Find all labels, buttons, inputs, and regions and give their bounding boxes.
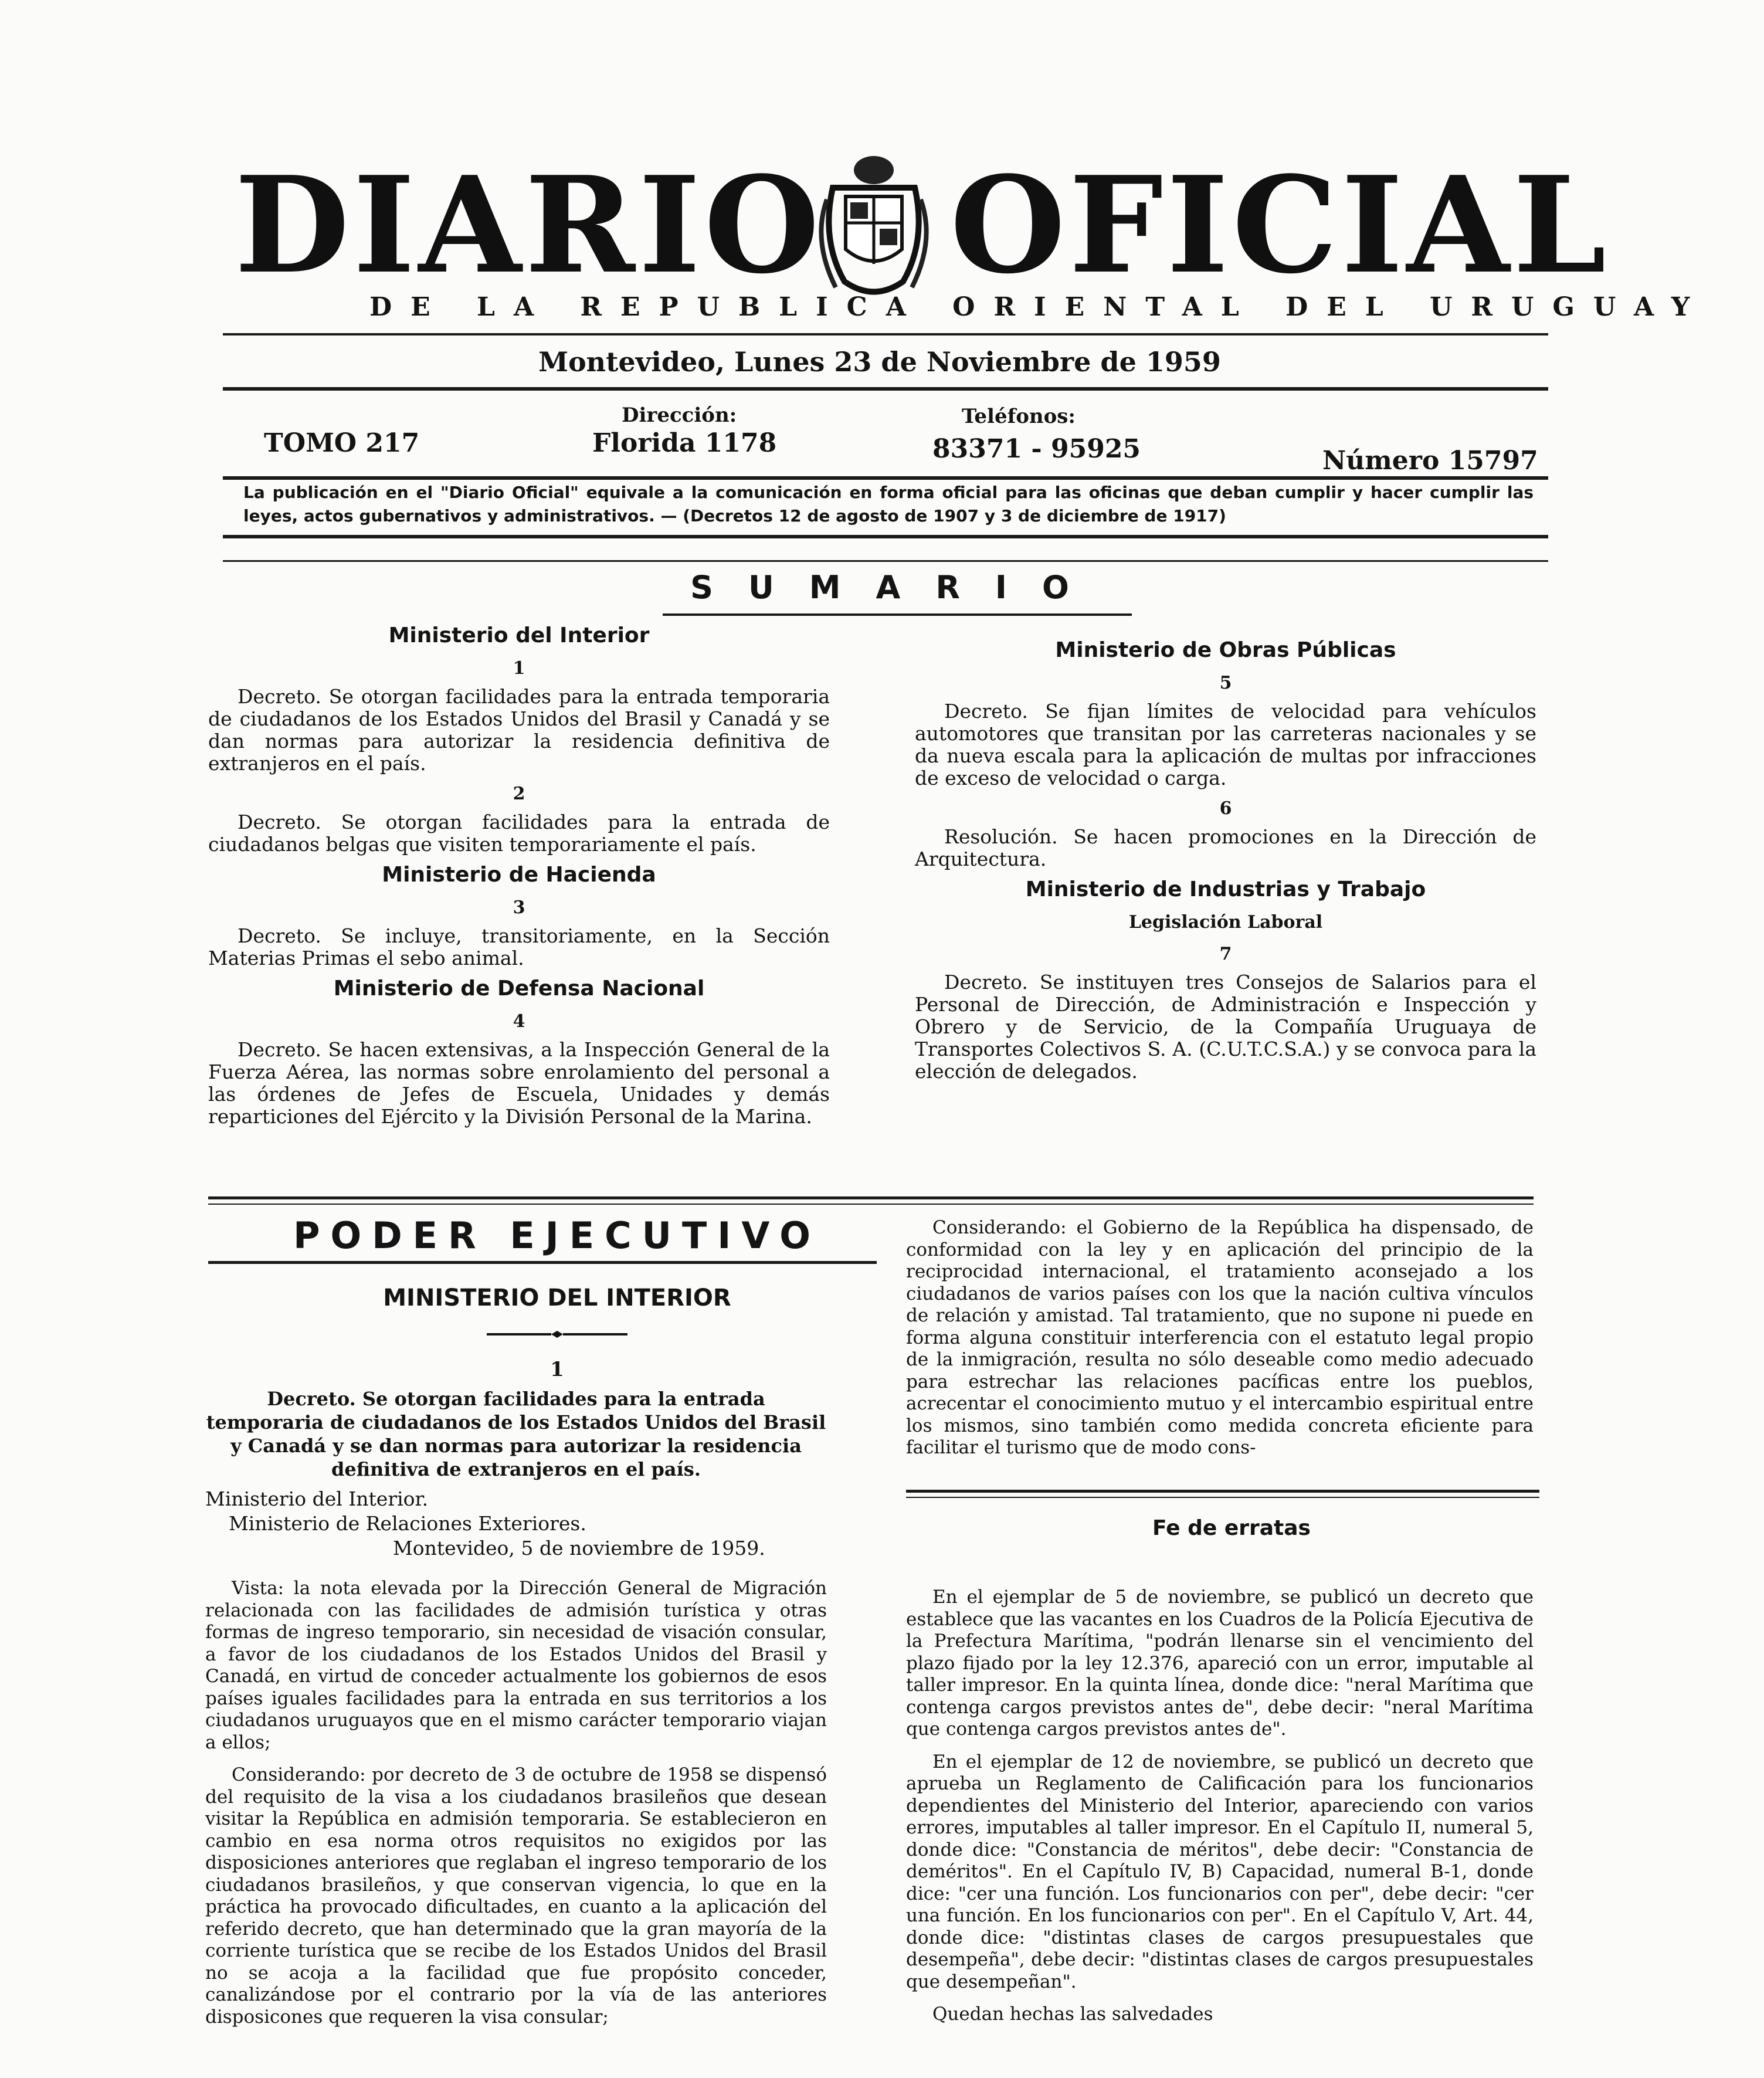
rule: [223, 535, 1548, 538]
signer-line: Ministerio del Interior.: [205, 1487, 429, 1510]
ministry-heading: Ministerio del Interior: [388, 623, 650, 648]
item-number: 3: [513, 897, 525, 918]
rule: [208, 1204, 1534, 1205]
masthead: [235, 147, 1610, 305]
item-number: 6: [1219, 798, 1232, 819]
paragraph: En el ejemplar de 12 de noviembre, se publicó un decreto que aprueba un Reglamento de Calificación para los funcionarios dependientes del Ministerio del Interior, apareciendo con varios errores, imputables al taller impresor. En el Capítulo II, numeral 5, donde dice: "Constancia de méritos", debe decir: "Constancia de deméritos". En el Capítulo IV, B) Capacidad, numeral B-1, donde dice: "cer una función. Los funcionarios con per", debe decir: "cer una función. En los funcionarios con per". En el Capítulo V, Art. 44, donde dice: "distintas clases de cargos presupuestales que desempeña", debe decir: "distintas clases de cargos presupuestales que desempeñan".: [906, 1751, 1534, 1992]
item-number: 7: [1219, 944, 1232, 964]
sub-heading: Legislación Laboral: [1128, 912, 1323, 933]
sumario-entry: Decreto. Se hacen extensivas, a la Inspección General de la Fuerza Aérea, las normas sobre enrolamiento del personal a las órdenes de Jefes de Escuela, Unidades y demás reparticiones del Ejército y la División Personal de la Marina.: [208, 1038, 830, 1128]
ministry-heading: MINISTERIO DEL INTERIOR: [383, 1284, 731, 1311]
ministry-heading: Ministerio de Obras Públicas: [1055, 638, 1396, 662]
sumario-entry: Decreto. Se instituyen tres Consejos de Salarios para el Personal de Dirección, de Administración e Inspección y Obrero y de Servicio, de la Compañía Uruguaya de Transportes Colectivos S. A. (C.U.T.C.S.A.) y se convoca para la elección de delegados.: [915, 971, 1536, 1083]
rule: [906, 1497, 1539, 1498]
ministry-heading: Ministerio de Defensa Nacional: [333, 977, 705, 1001]
errata-title: Fe de erratas: [1152, 1516, 1311, 1540]
decree-body: [205, 1578, 827, 2039]
decree-title: Decreto. Se otorgan facilidades para la entrada temporaria de ciudadanos de los Estados Unidos del Brasil y Canadá y se dan normas para autorizar la residencia definitiva de extranjeros en el país.: [206, 1388, 826, 1480]
paragraph: Vista: la nota elevada por la Dirección General de Migración relacionada con las facilidades de admisión turística y otras formas de ingreso temporario, sin necesidad de visación consular, a favor de los ciudadanos de los Estados Unidos del Brasil y Canadá, en virtud de conceder actualmente los gobiernos de esos países iguales facilidades para la entrada en sus territorios a los ciudadanos uruguayos que en el mismo carácter temporario viajan a ellos;: [205, 1578, 827, 1753]
tomo: TOMO 217: [264, 428, 420, 458]
rule: [208, 1196, 1534, 1199]
masthead-title-left: DIARIO: [235, 148, 823, 303]
decree-body-continued: [906, 1217, 1534, 1470]
section-title: PODER EJECUTIVO: [293, 1214, 821, 1257]
place-date: Montevideo, 5 de noviembre de 1959.: [393, 1537, 765, 1560]
rule: [208, 1261, 877, 1264]
item-number: 2: [513, 784, 525, 804]
sumario-entry: Decreto. Se otorgan facilidades para la entrada de ciudadanos belgas que visiten temporariamente el país.: [208, 811, 830, 856]
item-number: 4: [513, 1011, 525, 1032]
direccion: Florida 1178: [592, 428, 777, 458]
decree-signers: [205, 1487, 827, 1561]
signer-line: Ministerio de Relaciones Exteriores.: [229, 1512, 586, 1535]
direccion-label: Dirección:: [622, 404, 737, 427]
ministry-heading: Ministerio de Industrias y Trabajo: [1025, 877, 1426, 901]
rule: [663, 613, 1132, 616]
sumario-right-column: [915, 639, 1536, 1091]
item-number: 1: [513, 658, 525, 679]
telefonos-label: Teléfonos:: [962, 405, 1076, 428]
dateline: Montevideo, Lunes 23 de Noviembre de 1959: [538, 346, 1221, 378]
legal-notice: La publicación en el "Diario Oficial" equivale a la comunicación en forma oficial para las oficinas que deban cumplir y hacer cumplir las leyes, actos gubernativos y administrativos. — (Decretos 12 de agosto de 1907 y 3 de diciembre de 1917): [243, 483, 1534, 526]
paragraph: Considerando: el Gobierno de la República ha dispensado, de conformidad con la ley y en aplicación del principio de la reciprocidad internacional, el tratamiento aconsejado a los ciudadanos de varios países con los que la nación cultiva vínculos de relación y amistad. Tal tratamiento, que no supone ni puede en forma alguna constituir interferencia con el estatuto legal propio de la inmigración, resulta no sólo deseable como medio adecuado para estrechar las relaciones pacíficas entre los pueblos, acrecentar el conocimiento mutuo y el intercambio espiritual entre los mismos, sino también como medida concreta eficiente para facilitar el turismo que de modo cons-: [906, 1217, 1534, 1458]
paragraph: En el ejemplar de 5 de noviembre, se publicó un decreto que establece que las vacantes en los Cuadros de la Policía Ejecutiva de la Prefectura Marítima, "podrán llenarse sin el vencimiento del plazo fijado por la ley 12.376, apareció con un error, imputable al taller impresor. En la quinta línea, donde dice: "neral Marítima que contenga cargos previstos antes de", debe decir: "neral Marítima que contenga cargos previstos antes de".: [906, 1587, 1534, 1740]
numero: Número 15797: [1322, 446, 1538, 476]
sumario-left-column: [208, 625, 830, 1136]
masthead-subtitle: DE LA REPUBLICA ORIENTAL DEL URUGUAY: [369, 292, 1709, 322]
rule: [906, 1490, 1539, 1493]
rule: [223, 560, 1548, 562]
rule: [223, 476, 1548, 480]
ministry-heading: Ministerio de Hacienda: [382, 863, 656, 887]
item-number: 5: [1219, 673, 1232, 693]
paragraph: Considerando: por decreto de 3 de octubre de 1958 se dispensó del requisito de la visa a los ciudadanos brasileños que desean visitar la República en admisión temporaria. Se establecieron en cambio en esa norma otros requisitos no exigidos por las disposiciones anteriores que reglaban el ingreso temporario de los ciudadanos brasileños, y que conservan vigencia, lo que en la práctica ha provocado dificultades, en cuanto a la aplicación del referido decreto, que han determinado que la gran mayoría de la corriente turística que se recibe de los Estados Unidos del Brasil no se acoja a la facilidad que fue propósito conceder, canalizándose por el contrario por la vía de las anteriores disposicones que requeren la visa consular;: [205, 1764, 827, 2028]
rule: [223, 387, 1548, 391]
sumario-entry: Decreto. Se incluye, transitoriamente, en la Sección Materias Primas el sebo animal.: [208, 924, 830, 969]
decree-number: 1: [550, 1358, 564, 1381]
sumario-entry: Decreto. Se otorgan facilidades para la entrada temporaria de ciudadanos de los Estados Unidos del Brasil y Canadá y se dan normas para autorizar la residencia definitiva de extranjeros en el país.: [208, 685, 830, 775]
sumario-title: SUMARIO: [690, 569, 1104, 606]
rule: [223, 333, 1548, 335]
coat-of-arms-icon: [809, 147, 938, 305]
sumario-entry: Decreto. Se fijan límites de velocidad para vehículos automotores que transitan por las carreteras nacionales y se da nueva escala para la aplicación de multas por infracciones de exceso de velocidad o carga.: [915, 700, 1536, 789]
paragraph: Quedan hechas las salvedades: [932, 2004, 1213, 2025]
masthead-title-right: OFICIAL: [950, 148, 1610, 303]
divider-ornament-icon: [487, 1328, 627, 1340]
sumario-entry: Resolución. Se hacen promociones en la Dirección de Arquitectura.: [915, 825, 1536, 870]
telefonos: 83371 - 95925: [932, 434, 1141, 464]
errata-body: [906, 1587, 1534, 2036]
